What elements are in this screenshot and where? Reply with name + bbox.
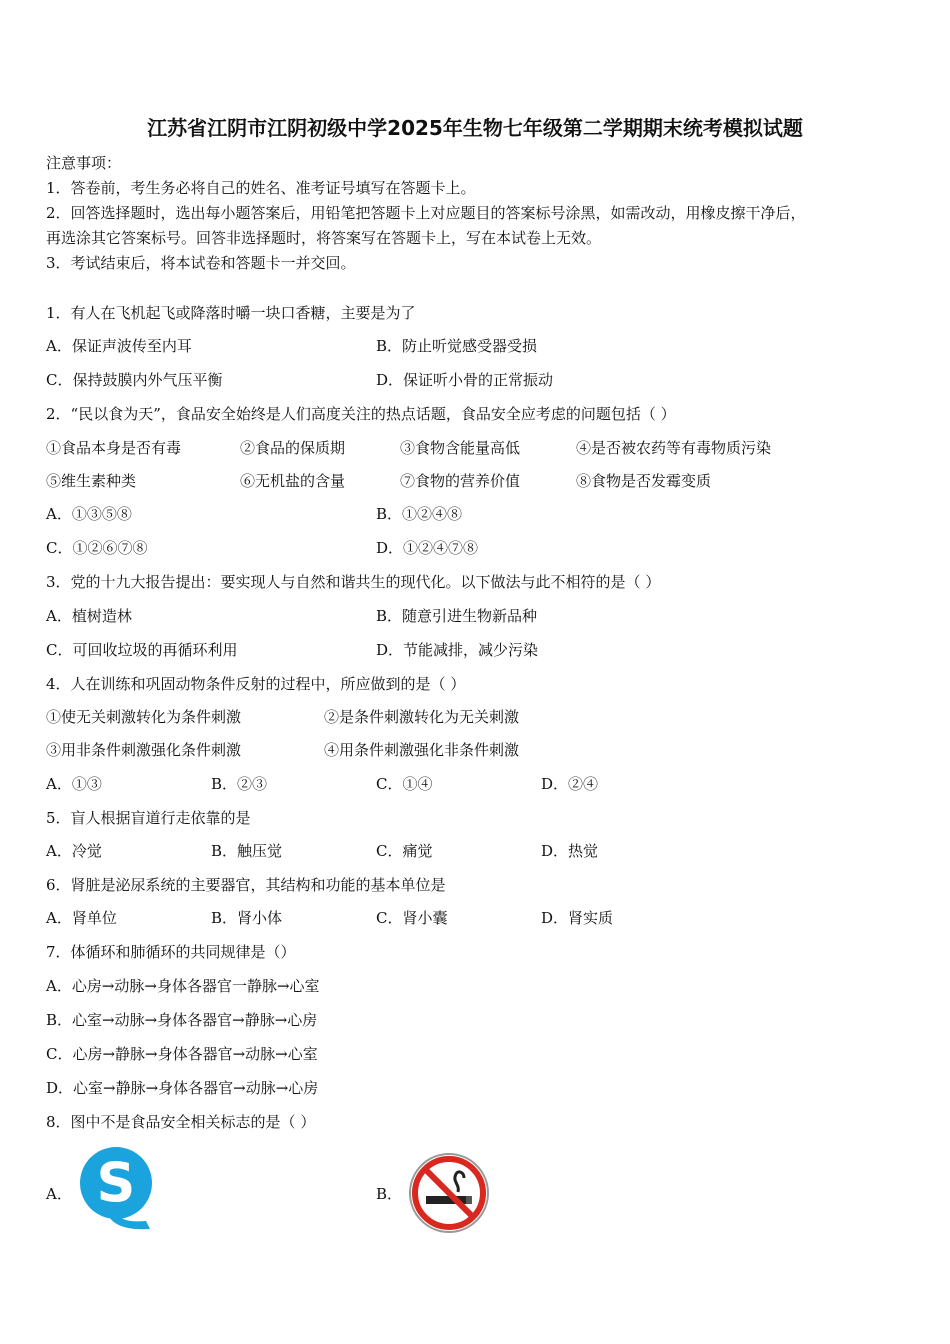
question-stem: 7．体循环和肺循环的共同规律是（）: [46, 943, 296, 961]
option-a: A．植树造林: [46, 607, 132, 625]
option-b: B．防止听觉感受器受损: [376, 337, 538, 355]
statement-item: ④用条件刺激强化非条件刺激: [324, 741, 520, 759]
option-b: B．肾小体: [211, 909, 283, 927]
option-a: A．①③: [46, 775, 102, 793]
option-c: C．心房→静脉→身体各器官→动脉→心室: [46, 1045, 318, 1063]
option-b: B．①②④⑧: [376, 505, 463, 523]
option-a: A．: [46, 1185, 72, 1203]
statement-item: ②是条件刺激转化为无关刺激: [324, 708, 520, 726]
option-d: D．保证听小骨的正常振动: [376, 371, 554, 389]
option-d: D．热觉: [541, 842, 599, 860]
page-title: 江苏省江阴市江阴初级中学2025年生物七年级第二学期期末统考模拟试题: [147, 116, 803, 140]
question-stem: 3．党的十九大报告提出：要实现人与自然和谐共生的现代化。以下做法与此不相符的是（ ）: [46, 573, 661, 591]
option-b: B．随意引进生物新品种: [376, 607, 538, 625]
option-a: A．冷觉: [46, 842, 102, 860]
question-stem: 5．盲人根据盲道行走依靠的是: [46, 809, 251, 827]
option-b: B．心室→动脉→身体各器官→静脉→心房: [46, 1011, 318, 1029]
statement-item: ①使无关刺激转化为条件刺激: [46, 708, 242, 726]
no-smoking-sign-icon: [408, 1152, 490, 1234]
statement-item: ⑤维生素种类: [46, 472, 137, 490]
statement-item: ③用非条件刺激强化条件刺激: [46, 741, 242, 759]
option-b: B．触压觉: [211, 842, 283, 860]
option-d: D．心室→静脉→身体各器官→动脉→心房: [46, 1079, 319, 1097]
notice-item: 2．回答选择题时，选出每小题答案后，用铅笔把答题卡上对应题目的答案标号涂黑，如需改动，用橡皮擦干净后，: [46, 204, 806, 222]
question-stem: 8．图中不是食品安全相关标志的是（ ）: [46, 1113, 316, 1131]
notice-heading: 注意事项：: [46, 154, 122, 172]
question-stem: 1．有人在飞机起飞或降落时嚼一块口香糖，主要是为了: [46, 304, 416, 322]
option-c: C．保持鼓膜内外气压平衡: [46, 371, 223, 389]
option-a: A．①③⑤⑧: [46, 505, 132, 523]
option-a: A．心房→动脉→身体各器官一静脉→心室: [46, 977, 320, 995]
option-a: A．肾单位: [46, 909, 117, 927]
question-stem: 4．人在训练和巩固动物条件反射的过程中，所应做到的是（ ）: [46, 675, 466, 693]
option-d: D．节能减排，减少污染: [376, 641, 539, 659]
option-c: C．痛觉: [376, 842, 433, 860]
qs-quality-logo-icon: [78, 1145, 154, 1233]
notice-item: 1．答卷前，考生务必将自己的姓名、准考证号填写在答题卡上。: [46, 179, 476, 197]
statement-item: ③食物含能量高低: [400, 439, 521, 457]
statement-item: ②食品的保质期: [240, 439, 346, 457]
notice-item: 再选涂其它答案标号。回答非选择题时，将答案写在答题卡上，写在本试卷上无效。: [46, 229, 602, 247]
statement-item: ⑥无机盐的含量: [240, 472, 346, 490]
statement-item: ④是否被农药等有毒物质污染: [576, 439, 772, 457]
option-d: D．肾实质: [541, 909, 614, 927]
statement-item: ⑦食物的营养价值: [400, 472, 521, 490]
statement-item: ①食品本身是否有毒: [46, 439, 182, 457]
option-c: C．肾小囊: [376, 909, 448, 927]
option-a: A．保证声波传至内耳: [46, 337, 192, 355]
option-d: D．②④: [541, 775, 599, 793]
notice-item: 3．考试结束后，将本试卷和答题卡一并交回。: [46, 254, 356, 272]
option-b: B．: [376, 1185, 403, 1203]
option-c: C．①②⑥⑦⑧: [46, 539, 148, 557]
option-b: B．②③: [211, 775, 268, 793]
question-stem: 6．肾脏是泌尿系统的主要器官，其结构和功能的基本单位是: [46, 876, 446, 894]
statement-item: ⑧食物是否发霉变质: [576, 472, 712, 490]
option-d: D．①②④⑦⑧: [376, 539, 479, 557]
option-c: C．①④: [376, 775, 433, 793]
question-stem: 2．“民以食为天”，食品安全始终是人们高度关注的热点话题，食品安全应考虑的问题包括（ ）: [46, 405, 676, 423]
svg-text:S: S: [96, 1151, 136, 1214]
option-c: C．可回收垃圾的再循环利用: [46, 641, 238, 659]
